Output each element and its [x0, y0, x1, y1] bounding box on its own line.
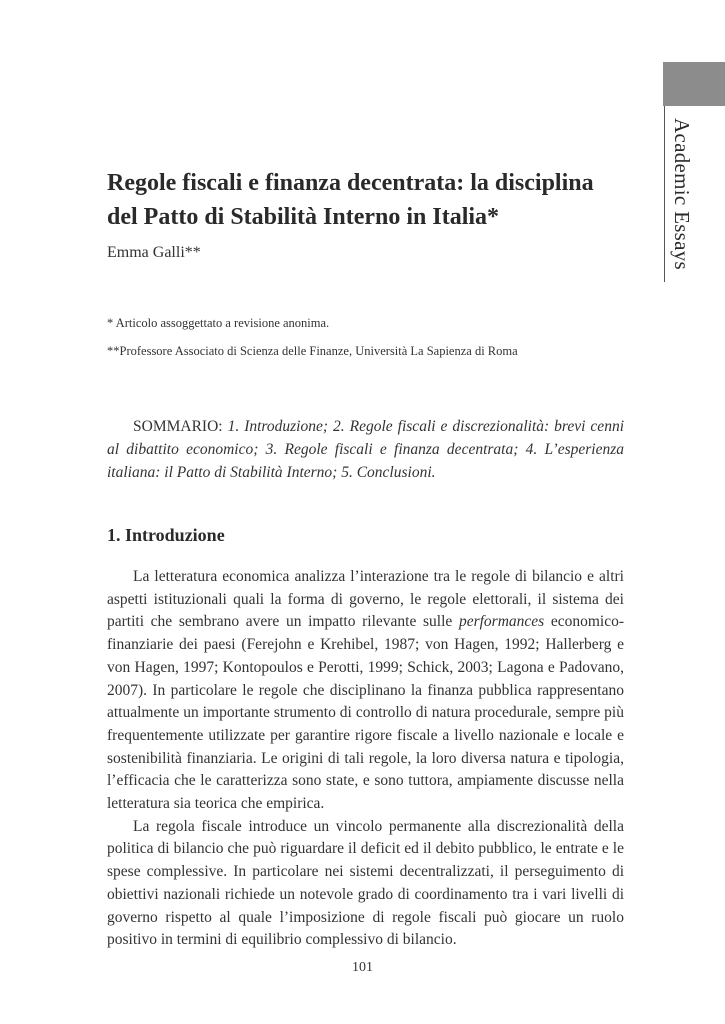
paragraph-1-text-b: economico-finanziarie dei paesi (Ferejohn e Krehibel, 1987; von Hagen, 1992; Hallerberg e von Hagen, 1997; Kontopoulos e Perotti, 1999; Schick, 2003; Lagona e Padovano, 2007). In particolare le regole che disciplinano la finanza pubblica rappresentano attualmente un importante strumento di controllo di natura procedurale, sempre più frequentemente utilizzate per garantire rigore fiscale a livello nazionale e locale e sostenibilità finanziaria. Le origini di tali regole, la loro diversa natura e tipologia, l’efficacia che le caratterizza sono state, e sono tuttora, ampiamente discusse nella letteratura sia teorica che empirica.	[107, 613, 625, 813]
body-text	[107, 566, 624, 952]
footnote-affiliation: **Professore Associato di Scienza delle Finanze, Università La Sapienza di Roma	[107, 344, 518, 358]
sommario	[107, 415, 624, 484]
paragraph-1	[107, 566, 624, 816]
sommario-label: SOMMARIO:	[133, 418, 223, 435]
sommario-items: 1. Introduzione; 2. Regole fiscali e discrezionalità: brevi cenni al dibattito economico; 3. Regole fiscali e finanza decentrata; 4. L’esperienza italiana: il Patto di Stabilità Interno; 5. Conclusioni.	[107, 418, 624, 481]
side-tab-block	[663, 62, 725, 106]
page-number: 101	[352, 960, 373, 975]
paragraph-2: La regola fiscale introduce un vincolo permanente alla discrezionalità della politica di bilancio che può riguardare il deficit ed il debito pubblico, le entrate e le spese complessive. In particolare nei sistemi decentralizzati, il perseguimento di obiettivi nazionali richiede un notevole grado di coordinamento tra i vari livelli di governo rispetto al quale l’imposizione di regole fiscali può giocare un ruolo positivo in termini di equilibrio complessivo di bilancio.	[107, 817, 624, 949]
paragraph-1-emphasis: performances	[458, 613, 545, 631]
footnote-review: * Articolo assoggettato a revisione anonima.	[107, 316, 330, 330]
side-tab-rule	[664, 106, 665, 282]
author-name: Emma Galli**	[107, 244, 201, 261]
side-tab-label: Academic Essays	[670, 118, 694, 271]
section-heading: 1. Introduzione	[107, 525, 225, 545]
paragraph-1-text-a: La letteratura economica analizza l’interazione tra le regole di bilancio e altri aspetti istituzionali quali la forma di governo, le regole elettorali, il sistema dei partiti che sembrano avere un impatto rilevante sulle	[107, 568, 624, 631]
article-title: Regole fiscali e finanza decentrata: la disciplina del Patto di Stabilità Interno in Italia*	[107, 170, 594, 230]
